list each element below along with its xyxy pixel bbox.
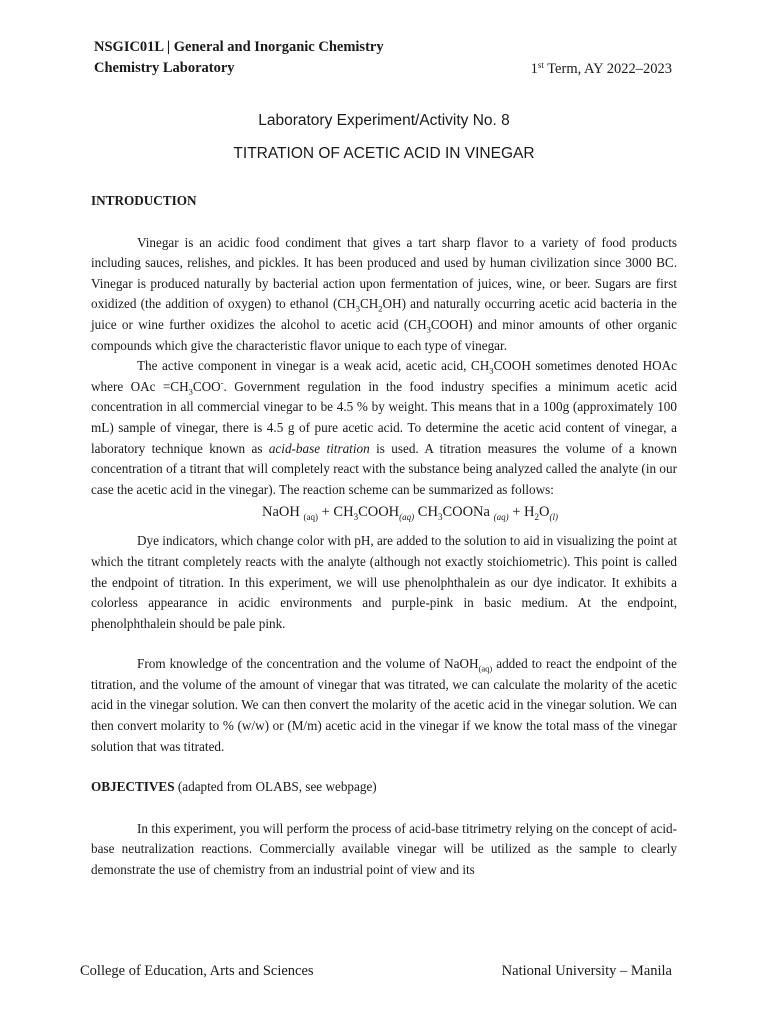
objectives-heading: OBJECTIVES (adapted from OLABS, see webpage) — [91, 779, 377, 795]
footer-college: College of Education, Arts and Sciences — [80, 963, 314, 979]
footer-university: National University – Manila — [501, 963, 672, 979]
term-label: 1st Term, AY 2022–2023 — [530, 60, 672, 77]
experiment-title: TITRATION OF ACETIC ACID IN VINEGAR — [233, 145, 535, 162]
experiment-number: Laboratory Experiment/Activity No. 8 — [258, 112, 510, 129]
course-title: NSGIC01L | General and Inorganic Chemistry — [94, 39, 384, 55]
objectives-paragraph-1: In this experiment, you will perform the process of acid-base titrimetry relying on the concept of acid-base neutralization reactions. Commercially available vinegar will be utilized as the sample to clearly demonstrate the use of chemistry from an industrial point of view and its — [91, 820, 677, 878]
intro-paragraph-4: From knowledge of the concentration and the volume of NaOH$_{(aq)}$ added to react the endpoint of the titration, and the volume of the amount of vinegar that was titrated, we can calculate the molarity of the acetic acid in the vinegar solution. We can then convert the molarity of the acetic acid in the vinegar solution. We can then convert molarity to % (w/w) or (M/m) acetic acid in the vinegar if we know the total mass of the vinegar solution that was titrated. — [91, 656, 677, 754]
lab-name: Chemistry Laboratory — [94, 60, 235, 76]
intro-paragraph-2: The active component in vinegar is a weak acid, acetic acid, $CH_3COOH$ sometimes denoted HOAc where OAc $=CH_3COO^-$. Government regulation in the food industry specifies a minimum acetic acid concentration in all commercial vinegar to be 4.5 % by weight. This means that in a 100g (approximately 100 mL) sample of vinegar, there is 4.5 g of pure acetic acid. To determine the acetic acid content of vinegar, a laboratory technique known as acid-base titration is used. A titration measures the volume of a known concentration of a titrant that will completely react with the substance being analyzed called the analyte (in our case the acetic acid in the vinegar). The reaction scheme can be summarized as follows: — [91, 358, 678, 497]
introduction-heading: INTRODUCTION — [91, 193, 197, 208]
page-header — [94, 38, 674, 82]
document-body — [91, 191, 677, 881]
reaction-equation: NaOH $_{(aq)} + CH_3COOH_{(aq)}$ $CH_3COONa$ $_{(aq)} + H_2O_{(l)}$ — [262, 504, 558, 523]
intro-paragraph-1: Vinegar is an acidic food condiment that gives a tart sharp flavor to a variety of food products including sauces, relishes, and pickles. It has been produced and used by human civilization since 3000 BC. Vinegar is produced naturally by bacterial action upon fermentation of juices, wine, or beer. Sugars are first oxidized (the addition of oxygen) to ethanol $(CH_3CH_2OH)$ and naturally occurring acetic acid bacteria in the juice or wine further oxidizes the alcohol to acetic acid $(CH_3COOH)$ and minor amounts of other organic compounds which give the characteristic flavor unique to each type of vinegar. — [91, 234, 677, 353]
intro-paragraph-3: Dye indicators, which change color with pH, are added to the solution to aid in visualizing the point at which the titrant completely reacts with the analyte (although not exactly stoichiometric). This point is called the endpoint of titration. In this experiment, we will use phenolphthalein as our dye indicator. It exhibits a colorless appearance in acidic environments and purple-pink in basic medium. At the endpoint, phenolphthalein should be pale pink. — [91, 533, 677, 631]
